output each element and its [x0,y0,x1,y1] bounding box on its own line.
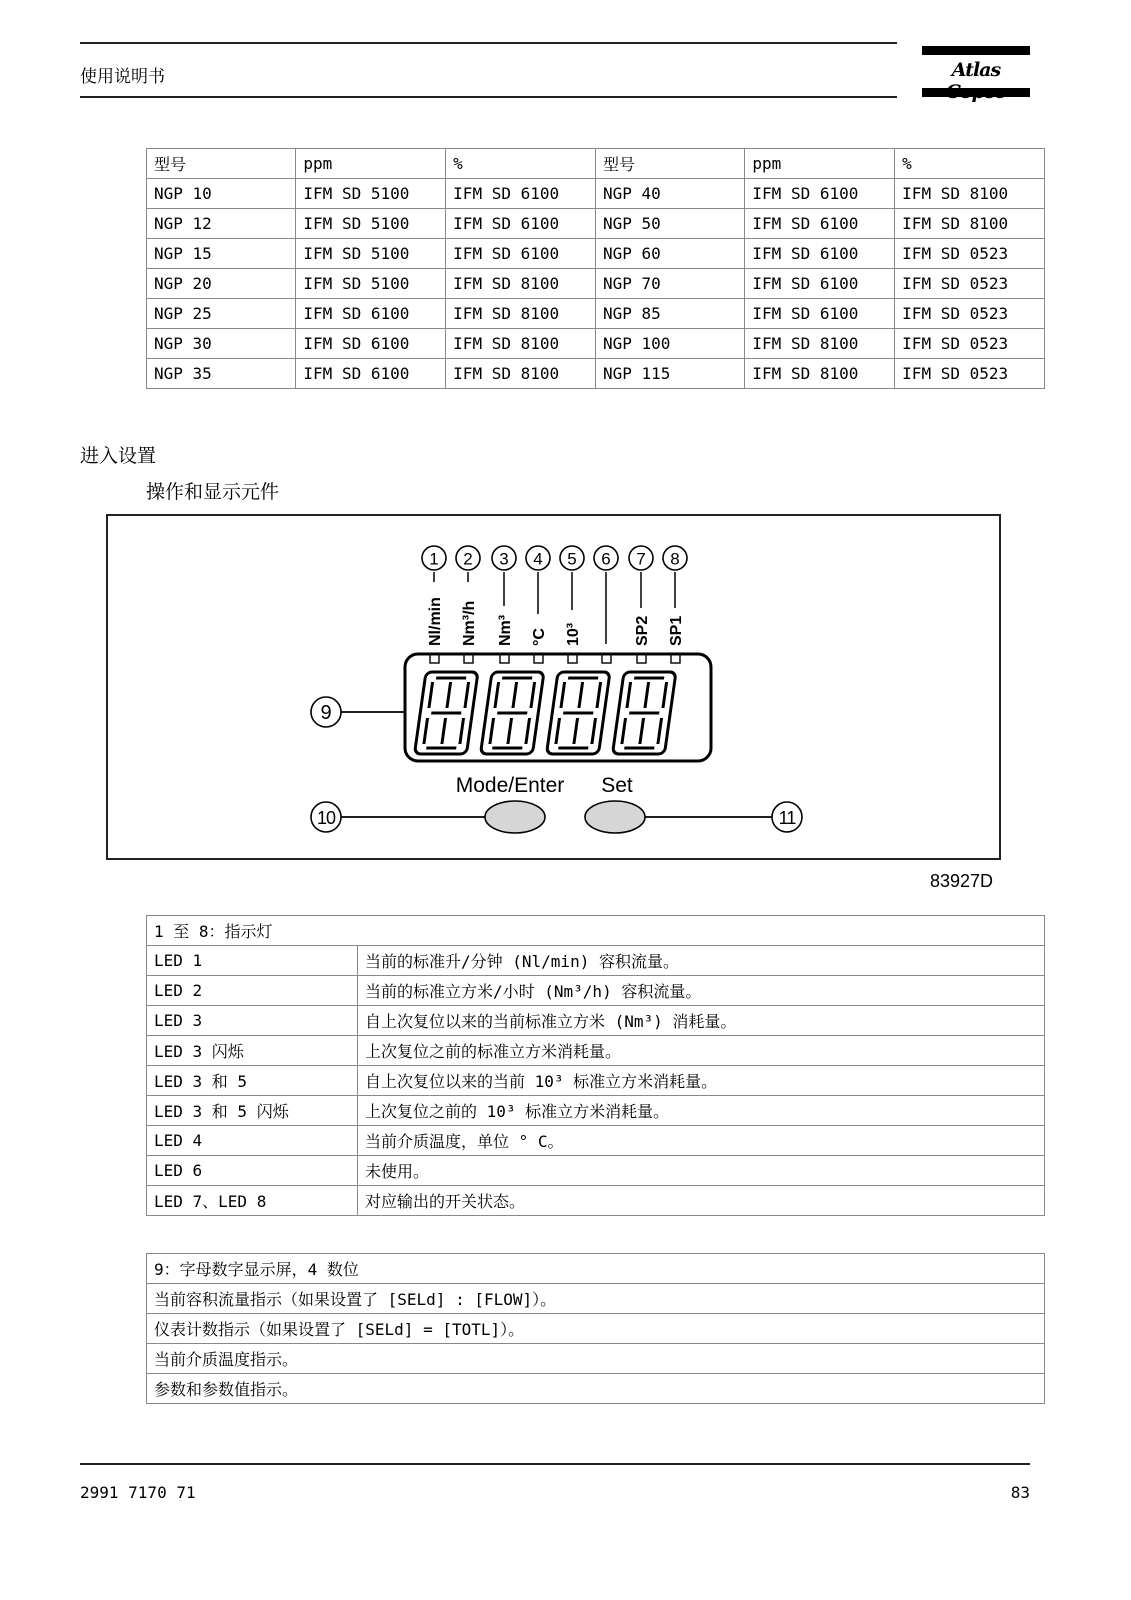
led-label-1: Nl/min [427,597,444,646]
table-cell: IFM SD 6100 [446,239,596,269]
table-cell: IFM SD 6100 [745,209,895,239]
svg-text:4: 4 [533,549,543,569]
callout-4 [526,546,550,614]
table-cell: IFM SD 8100 [446,359,596,389]
table-row [147,1374,1045,1404]
table-cell: NGP 10 [147,179,296,209]
table-cell: 当前的标准立方米/小时 (Nm³/h) 容积流量。 [358,976,1045,1006]
table-cell: 当前的标准升/分钟 (Nl/min) 容积流量。 [358,946,1045,976]
table-cell: NGP 15 [147,239,296,269]
table-cell: 当前介质温度，单位 ° C。 [358,1126,1045,1156]
table-cell: 自上次复位以来的当前 10³ 标准立方米消耗量。 [358,1066,1045,1096]
table-cell: NGP 12 [147,209,296,239]
table-cell: IFM SD 6100 [446,209,596,239]
table-row [147,359,1045,389]
table-cell: IFM SD 0523 [895,359,1045,389]
table-header-cell: 9：字母数字显示屏，4 数位 [147,1254,1045,1284]
header-rule-top [80,42,897,44]
led-label-3: Nm³ [497,614,514,646]
svg-text:3: 3 [499,549,509,569]
table-cell: LED 4 [147,1126,358,1156]
table-row [147,1036,1045,1066]
svg-text:10: 10 [316,808,336,828]
display-table [146,1253,1045,1404]
table-cell: IFM SD 0523 [895,239,1045,269]
table-cell: IFM SD 6100 [296,359,446,389]
callout-8 [663,546,687,608]
mode-enter-label: Mode/Enter [455,774,565,797]
table-row [147,329,1045,359]
callout-6 [594,546,618,644]
table-row [147,239,1045,269]
page-title: 使用说明书 [80,67,165,87]
callout-3 [492,546,516,606]
table-header-row [147,916,1045,946]
section-subtitle: 操作和显示元件 [146,481,280,503]
table-header-cell: % [895,149,1045,179]
table-cell: NGP 35 [147,359,296,389]
table-cell: 自上次复位以来的当前标准立方米 (Nm³) 消耗量。 [358,1006,1045,1036]
table-cell: NGP 100 [595,329,744,359]
table-cell: IFM SD 8100 [446,269,596,299]
section-title: 进入设置 [80,445,157,467]
svg-text:7: 7 [636,549,646,569]
table-cell: 当前介质温度指示。 [147,1344,1045,1374]
callout-10 [311,802,485,832]
table-cell: NGP 85 [595,299,744,329]
table-cell: IFM SD 6100 [745,299,895,329]
table-row [147,1066,1045,1096]
table-cell: 仪表计数指示（如果设置了 [SELd] = [TOTL]）。 [147,1314,1045,1344]
table-cell: NGP 60 [595,239,744,269]
table-cell: IFM SD 8100 [446,329,596,359]
led-label-2: Nm³/h [461,600,478,646]
table-cell: IFM SD 8100 [745,329,895,359]
model-table [146,148,1045,389]
table-cell: LED 3 和 5 闪烁 [147,1096,358,1126]
table-row [147,1126,1045,1156]
table-cell: IFM SD 8100 [745,359,895,389]
callout-9 [311,697,406,727]
table-header-row [147,1254,1045,1284]
table-row [147,1284,1045,1314]
callout-1 [422,546,446,582]
table-row [147,269,1045,299]
table-cell: LED 2 [147,976,358,1006]
table-cell: 上次复位之前的标准立方米消耗量。 [358,1036,1045,1066]
table-row [147,299,1045,329]
table-cell: LED 3 和 5 [147,1066,358,1096]
table-cell: 未使用。 [358,1156,1045,1186]
led-table [146,915,1045,1216]
svg-text:11: 11 [778,808,796,828]
table-cell: NGP 40 [595,179,744,209]
callout-2 [456,546,480,582]
table-cell: IFM SD 6100 [296,299,446,329]
callout-11 [645,802,802,832]
table-cell: IFM SD 6100 [446,179,596,209]
table-cell: LED 7、LED 8 [147,1186,358,1216]
table-cell: 参数和参数值指示。 [147,1374,1045,1404]
table-cell: IFM SD 5100 [296,209,446,239]
table-header-cell: % [446,149,596,179]
table-cell: NGP 50 [595,209,744,239]
table-cell: NGP 70 [595,269,744,299]
table-cell: IFM SD 0523 [895,269,1045,299]
svg-text:5: 5 [567,549,577,569]
table-cell: IFM SD 8100 [446,299,596,329]
set-button[interactable] [585,801,645,833]
svg-text:1: 1 [429,549,439,569]
page-number: 83 [1010,1483,1030,1502]
mode-enter-button[interactable] [485,801,545,833]
table-row [147,976,1045,1006]
table-cell: IFM SD 8100 [895,179,1045,209]
callout-5 [560,546,584,610]
table-row [147,1096,1045,1126]
table-cell: IFM SD 5100 [296,239,446,269]
table-row [147,1006,1045,1036]
table-header-cell: 型号 [595,149,744,179]
footer-rule [80,1463,1030,1465]
table-cell: 上次复位之前的 10³ 标准立方米消耗量。 [358,1096,1045,1126]
table-cell: 当前容积流量指示（如果设置了 [SELd] : [FLOW]）。 [147,1284,1045,1314]
table-row [147,179,1045,209]
svg-text:6: 6 [601,549,611,569]
doc-number: 2991 7170 71 [80,1483,196,1502]
table-cell: LED 3 [147,1006,358,1036]
led-label-4: °C [531,628,548,646]
table-cell: NGP 30 [147,329,296,359]
table-row [147,209,1045,239]
table-cell: IFM SD 6100 [745,239,895,269]
led-label-7: SP2 [634,615,651,646]
table-cell: IFM SD 5100 [296,269,446,299]
table-cell: IFM SD 5100 [296,179,446,209]
brand-name: Atlas [951,59,1001,81]
led-label-5: 10³ [565,622,582,646]
table-cell: NGP 115 [595,359,744,389]
table-header-cell: 1 至 8：指示灯 [147,916,1045,946]
table-cell: LED 6 [147,1156,358,1186]
header-rule-bottom [80,96,897,98]
table-header-cell: ppm [745,149,895,179]
table-row [147,1156,1045,1186]
svg-text:2: 2 [463,549,473,569]
table-cell: IFM SD 8100 [895,209,1045,239]
table-cell: IFM SD 6100 [296,329,446,359]
table-cell: 对应输出的开关状态。 [358,1186,1045,1216]
figure-id: 83927D [930,871,994,891]
display-diagram-svg [108,516,999,858]
table-cell: IFM SD 0523 [895,299,1045,329]
table-cell: IFM SD 6100 [745,179,895,209]
svg-text:8: 8 [670,549,680,569]
set-label: Set [601,774,633,797]
brand-logo [922,46,1030,100]
table-row [147,1344,1045,1374]
svg-text:9: 9 [320,702,332,724]
led-label-8: SP1 [668,615,685,646]
callout-7 [629,546,653,608]
table-cell: NGP 25 [147,299,296,329]
display-diagram [106,514,1001,860]
table-cell: NGP 20 [147,269,296,299]
digit-segments [414,672,676,754]
table-cell: LED 3 闪烁 [147,1036,358,1066]
table-row [147,1186,1045,1216]
table-cell: IFM SD 0523 [895,329,1045,359]
table-cell: LED 1 [147,946,358,976]
table-header-cell: 型号 [147,149,296,179]
table-cell: IFM SD 6100 [745,269,895,299]
table-row [147,946,1045,976]
table-header-row [147,149,1045,179]
table-row [147,1314,1045,1344]
table-header-cell: ppm [296,149,446,179]
